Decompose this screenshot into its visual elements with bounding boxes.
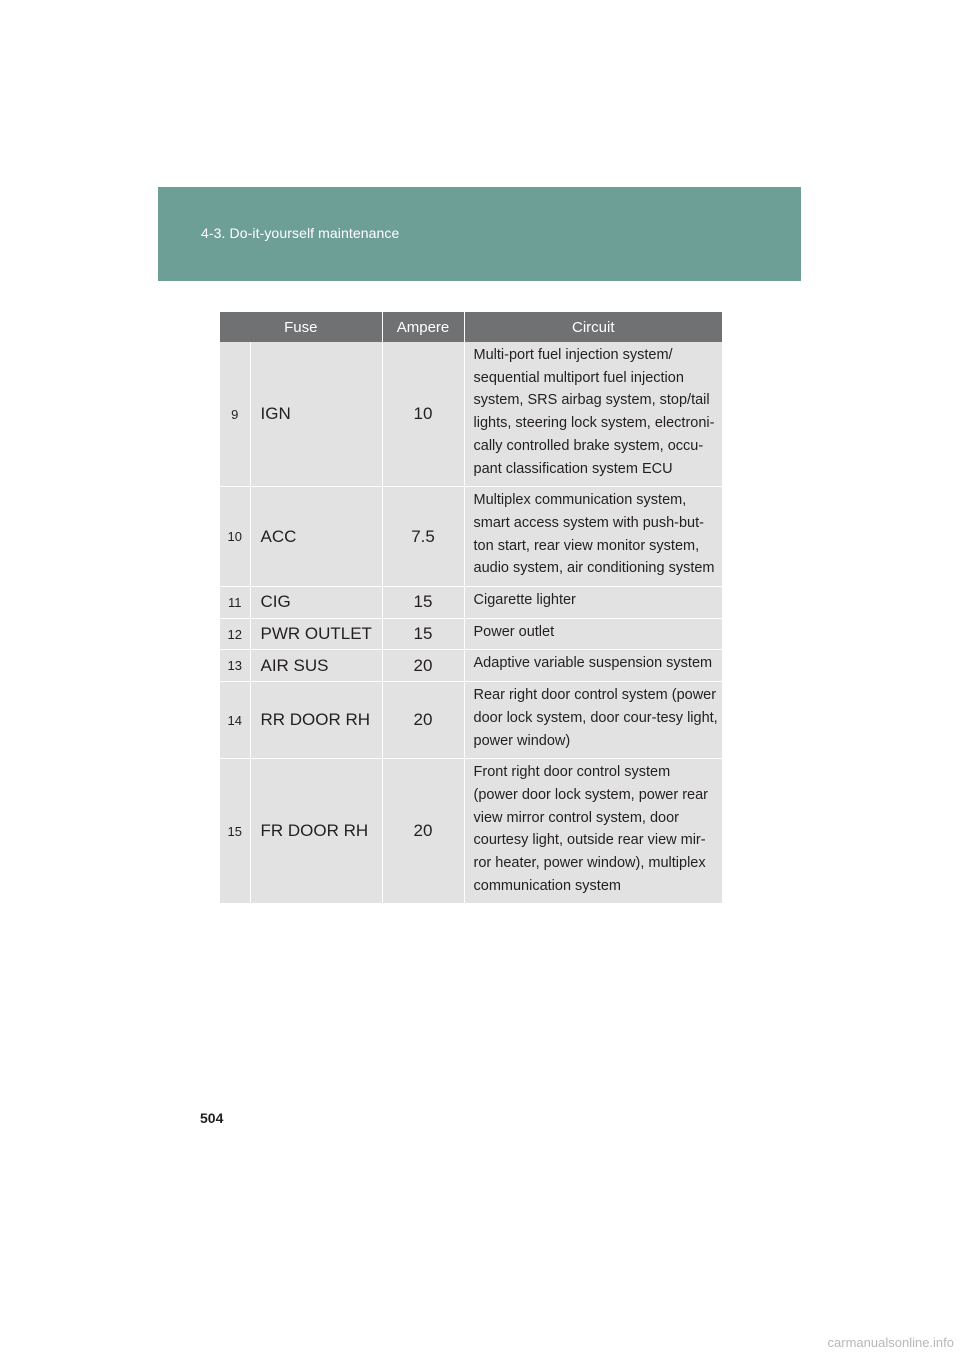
fuse-ampere: 10	[382, 342, 464, 487]
fuse-number: 13	[220, 650, 250, 682]
column-header-ampere: Ampere	[382, 312, 464, 342]
fuse-table	[220, 312, 722, 904]
fuse-ampere: 15	[382, 618, 464, 650]
column-header-fuse: Fuse	[220, 312, 382, 342]
table-row	[220, 682, 722, 759]
fuse-circuit: Multi-port fuel injection system/ sequential multiport fuel injection system, SRS airbag system, stop/tail lights, steering lock system, electroni-cally controlled brake system, occu-pant classification system ECU	[464, 342, 722, 487]
fuse-circuit: Cigarette lighter	[464, 587, 722, 619]
fuse-circuit: Adaptive variable suspension system	[464, 650, 722, 682]
table-row	[220, 618, 722, 650]
fuse-name: ACC	[250, 487, 382, 587]
fuse-name: IGN	[250, 342, 382, 487]
table-row	[220, 487, 722, 587]
fuse-circuit: Multiplex communication system, smart access system with push-but-ton start, rear view monitor system, audio system, air conditioning system	[464, 487, 722, 587]
fuse-number: 14	[220, 682, 250, 759]
fuse-number: 12	[220, 618, 250, 650]
fuse-number: 11	[220, 587, 250, 619]
fuse-name: FR DOOR RH	[250, 759, 382, 904]
fuse-ampere: 20	[382, 682, 464, 759]
column-header-circuit: Circuit	[464, 312, 722, 342]
fuse-name: AIR SUS	[250, 650, 382, 682]
fuse-name: RR DOOR RH	[250, 682, 382, 759]
page-number: 504	[200, 1110, 224, 1126]
fuse-number: 10	[220, 487, 250, 587]
fuse-name: PWR OUTLET	[250, 618, 382, 650]
table-row	[220, 759, 722, 904]
fuse-ampere: 20	[382, 650, 464, 682]
fuse-circuit: Front right door control system (power door lock system, power rear view mirror control system, door courtesy light, outside rear view mir-ror heater, power window), multiplex communication system	[464, 759, 722, 904]
section-title: 4-3. Do-it-yourself maintenance	[201, 225, 400, 241]
fuse-number: 15	[220, 759, 250, 904]
fuse-circuit: Power outlet	[464, 618, 722, 650]
fuse-number: 9	[220, 342, 250, 487]
section-header-band	[158, 187, 801, 281]
fuse-ampere: 20	[382, 759, 464, 904]
fuse-ampere: 7.5	[382, 487, 464, 587]
table-row	[220, 587, 722, 619]
table-header-row	[220, 312, 722, 342]
table-row	[220, 342, 722, 487]
table-row	[220, 650, 722, 682]
fuse-name: CIG	[250, 587, 382, 619]
fuse-circuit: Rear right door control system (power door lock system, door cour-tesy light, power window)	[464, 682, 722, 759]
watermark-link[interactable]: carmanualsonline.info	[827, 1335, 954, 1350]
fuse-ampere: 15	[382, 587, 464, 619]
